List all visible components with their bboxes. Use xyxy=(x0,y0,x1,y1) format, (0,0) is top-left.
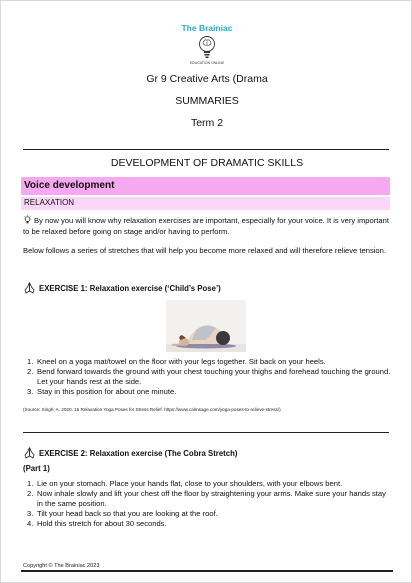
list-item: 3. Stay in this position for about one minute. xyxy=(27,387,177,396)
list-item: 2. Bend forward towards the ground with your chest touching your thighs and forehead touching the ground. Let your hands rest at the side. xyxy=(27,367,391,386)
intro-text-1: By now you will know why relaxation exercises are important, especially for your voice. It is very important to be relaxed before going on stage and/or having to perform. xyxy=(23,216,389,236)
document-title: Gr 9 Creative Arts (Drama xyxy=(146,73,268,85)
subtopic-heading xyxy=(21,197,390,210)
exercise-1-heading xyxy=(23,282,221,294)
brain-lightbulb-logo-icon xyxy=(197,35,217,61)
list-item: 2. Now inhale slowly and lift your chest off the floor by straightening your arms. Make sure your hands stay in the same position. xyxy=(27,489,386,508)
document-subtitle: SUMMARIES xyxy=(175,95,239,107)
list-item: 4. Hold this stretch for about 30 seconds. xyxy=(27,519,167,528)
exercise-1-steps xyxy=(23,357,393,397)
praying-hands-icon xyxy=(23,282,36,294)
list-item: 1. Lie on your stomach. Place your hands flat, close to your shoulders, with your elbows bent. xyxy=(27,479,343,488)
exercise-2-title: EXERCISE 2: Relaxation exercise (The Cobra Stretch) xyxy=(39,448,238,458)
childs-pose-photo xyxy=(166,300,246,352)
brand-name: The Brainiac xyxy=(181,23,233,33)
divider xyxy=(23,432,389,433)
divider xyxy=(23,149,389,150)
subtopic-title: RELAXATION xyxy=(24,198,75,207)
exercise-2-heading xyxy=(23,447,237,459)
source-citation: (Source: Singh, A. 2020. 15 Relaxation Yoga Poses for Stress Relief. https://www.calmsage.com/yoga-poses-to-relieve-stress/) xyxy=(23,407,281,412)
exercise-2-steps xyxy=(23,479,393,529)
section-title: DEVELOPMENT OF DRAMATIC SKILLS xyxy=(110,157,304,169)
lightbulb-icon xyxy=(23,215,32,225)
topic-heading xyxy=(21,177,390,195)
document-term: Term 2 xyxy=(190,117,224,129)
list-item: 3. Tilt your head back so that you are looking at the roof. xyxy=(27,509,218,518)
intro-paragraph-2: Below follows a series of stretches that will help you become more relaxed and will therefore relieve tension. xyxy=(23,246,386,255)
topic-title: Voice development xyxy=(24,180,115,191)
list-item: 1. Kneel on a yoga mat/towel on the floor with your legs together. Sit back on your heels. xyxy=(27,357,326,366)
copyright-notice: Copyright © The Brainiac 2023 xyxy=(23,563,100,569)
footer-divider xyxy=(21,570,393,572)
exercise-1-title: EXERCISE 1: Relaxation exercise (‘Child’s Pose’) xyxy=(39,283,221,293)
intro-paragraph-1 xyxy=(23,215,391,237)
praying-hands-icon xyxy=(23,447,36,459)
logo-text: EDUCATION ONLINE xyxy=(189,61,225,65)
part-label: (Part 1) xyxy=(23,464,50,473)
